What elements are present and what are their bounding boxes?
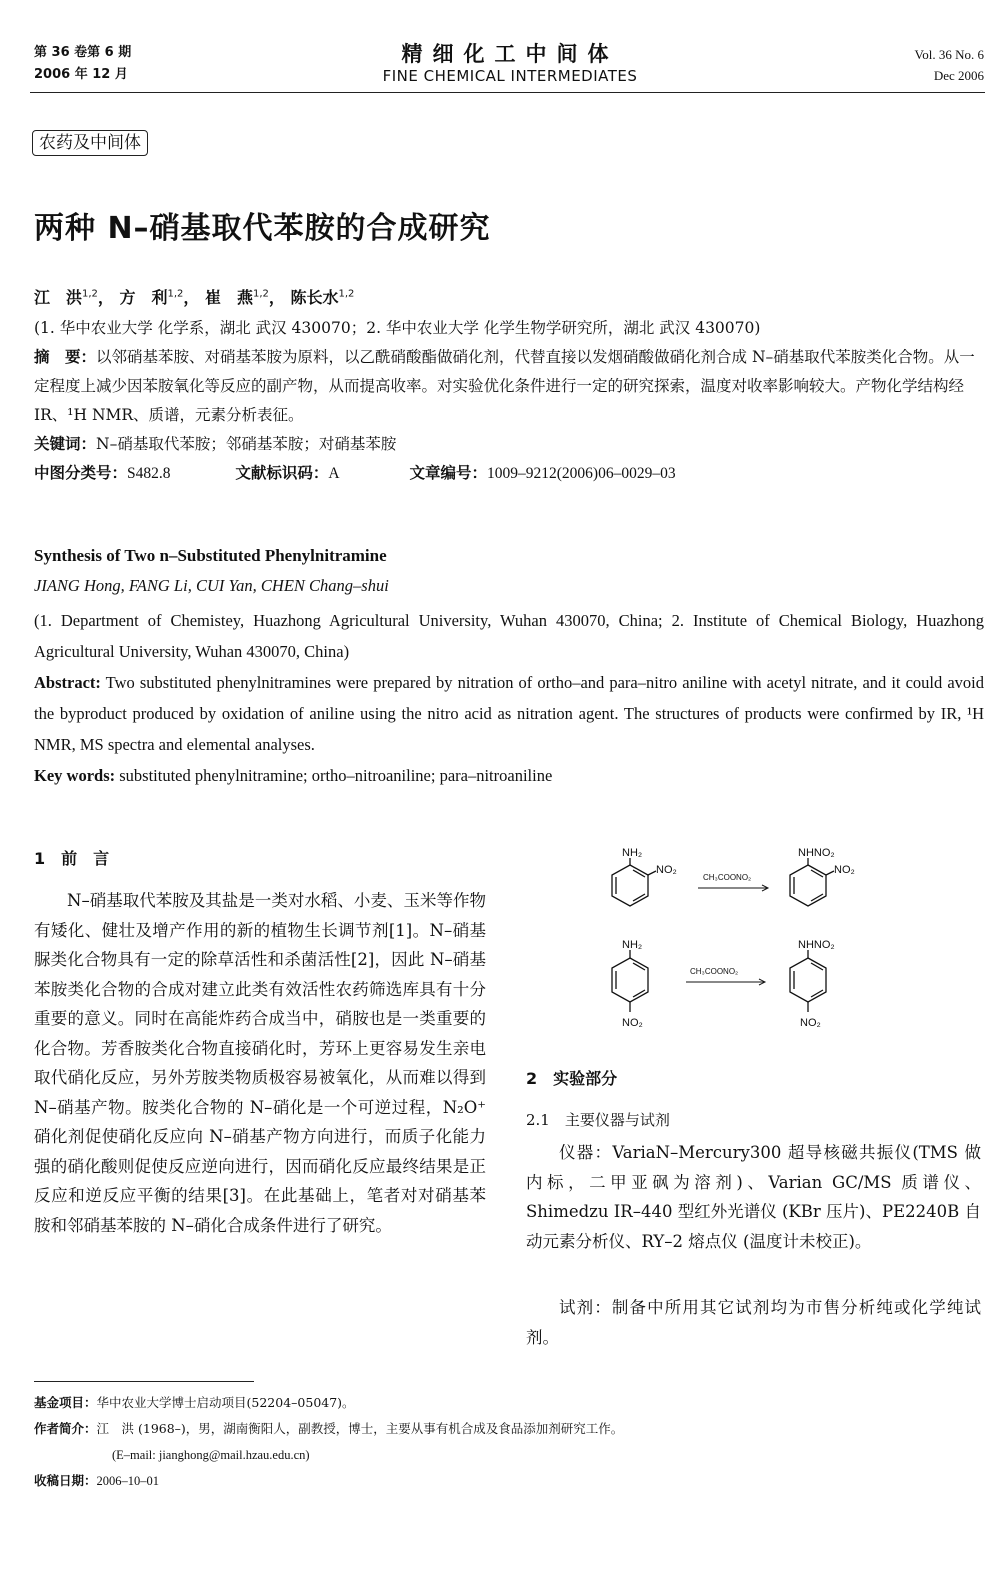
date-en: Dec 2006 bbox=[933, 68, 984, 83]
issue-cn: 第 36 卷第 6 期 bbox=[34, 45, 132, 60]
doc-code-label: 文献标识码： bbox=[235, 464, 329, 482]
author-email: (E–mail: jianghong@mail.hzau.edu.cn) bbox=[112, 1448, 310, 1462]
author-aff: 1,2 bbox=[82, 288, 98, 300]
reagent-label: CH₃COONO₂ bbox=[690, 967, 739, 976]
paper-title-en: Synthesis of Two n–Substituted Phenylnitramine bbox=[34, 546, 387, 565]
author-aff: 1,2 bbox=[338, 288, 355, 300]
article-no-value: 1009–9212(2006)06–0029–03 bbox=[487, 465, 676, 482]
keywords-cn-label: 关键词： bbox=[34, 435, 97, 453]
abstract-cn-text: 以邻硝基苯胺、对硝基苯胺为原料，以乙酰硝酸酯做硝化剂，代替直接以发烟硝酸做硝化剂合成 N–硝基取代苯胺类化合物。从一定程度上减少因苯胺氧化等反应的副产物，从而提高收率。对实验优化条件进行一定的研究探索，温度对收率影响较大。产物化学结构经 IR、¹H NMR、质谱，元素分析表征。 bbox=[34, 348, 975, 424]
paper-title-cn: 两种 N–硝基取代苯胺的合成研究 bbox=[34, 211, 491, 246]
classification-line bbox=[34, 459, 984, 488]
author-aff: 1,2 bbox=[253, 288, 269, 300]
author-name: 崔 燕 bbox=[205, 288, 254, 307]
author-bio-text: 江 洪 (1968–)，男，湖南衡阳人，副教授，博士，主要从事有机合成及食品添加剂研究工作。 bbox=[96, 1421, 624, 1436]
ortho-nitroaniline-structure bbox=[612, 858, 656, 906]
abstract-cn-label: 摘 要： bbox=[34, 348, 97, 366]
received-date: 2006–10–01 bbox=[96, 1474, 160, 1488]
keywords-en-label: Key words: bbox=[34, 766, 116, 785]
footnote-rule bbox=[34, 1381, 254, 1382]
fund-text: 华中农业大学博士启动项目(52204–05047)。 bbox=[96, 1395, 355, 1410]
section-2-heading: 2 实验部分 bbox=[526, 1069, 618, 1088]
article-no-label: 文章编号： bbox=[409, 464, 487, 482]
affiliation-cn: (1. 华中农业大学 化学系，湖北 武汉 430070；2. 华中农业大学 化学生物学研究所，湖北 武汉 430070) bbox=[34, 319, 761, 337]
date-cn: 2006 年 12 月 bbox=[34, 67, 128, 82]
nitro-label: NO₂ bbox=[834, 864, 855, 876]
author-name: 方 利 bbox=[119, 288, 168, 307]
journal-title-cn: 精细化工中间体 bbox=[401, 42, 619, 66]
header-rule bbox=[30, 92, 985, 93]
clc-label: 中图分类号： bbox=[34, 464, 128, 482]
fund-label: 基金项目： bbox=[34, 1395, 97, 1410]
clc-value: S482.8 bbox=[127, 465, 171, 482]
amine-label: NH₂ bbox=[622, 939, 643, 951]
section-2-1-heading: 2.1 主要仪器与试剂 bbox=[526, 1111, 670, 1129]
authors-en: JIANG Hong, FANG Li, CUI Yan, CHEN Chang–shui bbox=[34, 576, 389, 595]
section-1-heading: 1 前 言 bbox=[34, 849, 110, 868]
author-bio-note bbox=[34, 1416, 974, 1442]
keywords-en-text: substituted phenylnitramine; ortho–nitroaniline; para–nitroaniline bbox=[115, 766, 553, 785]
author-bio-label: 作者简介： bbox=[34, 1421, 97, 1436]
section-1-body: N–硝基取代苯胺及其盐是一类对水稻、小麦、玉米等作物有矮化、健壮及增产作用的新的植物生长调节剂[1]。N–硝基脲类化合物具有一定的除草活性和杀菌活性[2]，因此 N–硝基苯胺类化合物的合成对建立此类有效活性农药筛选库具有十分重要的意义。同时在高能炸药合成当中，硝胺也是一类重要的化合物。芳香胺类化合物直接硝化时，芳环上更容易发生亲电取代硝化反应，另外芳胺类物质极容易被氧化，从而难以得到 N–硝基产物。胺类化合物的 N–硝化是一个可逆过程，N₂O⁺硝化剂促使硝化反应向 N–硝基产物方向进行，而质子化能力强的硝化酸则促使反应逆向进行，因而硝化反应最终结果是正反应和逆反应平衡的结果[3]。在此基础上，笔者对对硝基苯胺和邻硝基苯胺的 N–硝化合成条件进行了研究。 bbox=[34, 891, 486, 1235]
reagents-paragraph: 试剂：制备中所用其它试剂均为市售分析纯或化学纯试剂。 bbox=[526, 1298, 981, 1347]
affiliation-en: (1. Department of Chemistey, Huazhong Agricultural University, Wuhan 430070, China; 2. Institute of Chemical Biology, Huazhong Agricultural University, Wuhan 430070, China) bbox=[34, 611, 984, 661]
issue-en: Vol. 36 No. 6 bbox=[914, 47, 984, 62]
doc-code-value: A bbox=[328, 465, 340, 482]
nitro-label: NO₂ bbox=[622, 1017, 643, 1029]
column-tag-label: 农药及中间体 bbox=[32, 130, 148, 156]
keywords-cn-text: N–硝基取代苯胺；邻硝基苯胺；对硝基苯胺 bbox=[96, 435, 397, 453]
para-nitroaniline-structure bbox=[612, 950, 648, 1012]
nitro-label: NO₂ bbox=[800, 1017, 821, 1029]
received-note bbox=[34, 1468, 974, 1494]
reaction-scheme bbox=[590, 840, 890, 1050]
nitro-label: NO₂ bbox=[656, 864, 677, 876]
authors-cn: 江 洪$^{1,2}$， 方 利$^{1,2}$， 崔 燕$^{1,2}$， 陈长水$^{1,2}$ bbox=[34, 288, 355, 307]
abstract-en bbox=[34, 667, 984, 760]
abstract-en-label: Abstract: bbox=[34, 673, 101, 692]
reaction-arrow bbox=[698, 885, 768, 891]
nitramine-label: NHNO₂ bbox=[798, 847, 835, 859]
keywords-cn bbox=[34, 430, 984, 459]
author-name: 江 洪 bbox=[34, 288, 83, 307]
footnotes bbox=[34, 1390, 974, 1494]
nitramine-label: NHNO₂ bbox=[798, 939, 835, 951]
fund-note bbox=[34, 1390, 974, 1416]
english-front-matter bbox=[34, 605, 984, 791]
column-tag bbox=[32, 128, 148, 153]
para-nitramine-structure bbox=[790, 950, 826, 1012]
abstract-en-text: Two substituted phenylnitramines were prepared by nitration of ortho–and para–nitro aniline with acetyl nitrate, and it could avoid the byproduct produced by oxidation of aniline using the nitro acid as nitration agent. The structures of products were confirmed by IR, ¹H NMR, MS spectra and elemental analyses. bbox=[34, 673, 984, 754]
keywords-en bbox=[34, 760, 984, 791]
journal-title-en: FINE CHEMICAL INTERMEDIATES bbox=[382, 67, 638, 85]
amine-label: NH₂ bbox=[622, 847, 643, 859]
reaction-arrow bbox=[686, 979, 765, 985]
author-aff: 1,2 bbox=[167, 288, 184, 300]
received-label: 收稿日期： bbox=[34, 1473, 97, 1488]
abstract-cn bbox=[34, 343, 984, 430]
author-name: 陈长水 bbox=[290, 288, 339, 307]
reagent-label: CH₃COONO₂ bbox=[703, 873, 752, 882]
ortho-nitramine-structure bbox=[790, 858, 834, 906]
chinese-front-matter bbox=[34, 314, 984, 488]
instruments-paragraph: 仪器：VariaN–Mercury300 超导核磁共振仪(TMS 做内标，二甲亚砜为溶剂)、Varian GC/MS 质谱仪、Shimedzu IR–440 型红外光谱仪 (KBr 压片)、PE2240B 自动元素分析仪、RY–2 熔点仪 (温度计未校正)。 bbox=[526, 1143, 981, 1251]
